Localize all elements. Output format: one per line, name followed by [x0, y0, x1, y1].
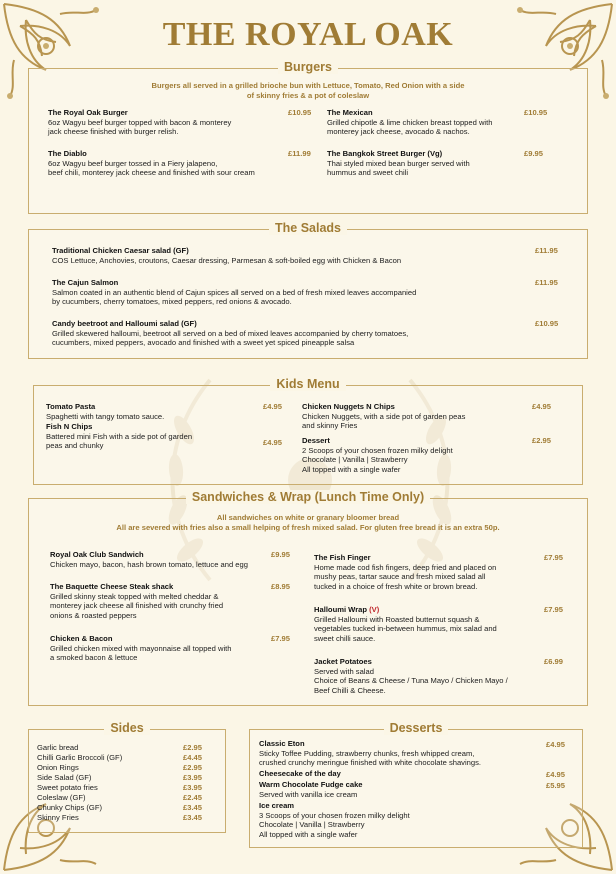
- menu-item-jacket-potatoes: Jacket Potatoes Served with salad Choice of Beans & Cheese / Tuna Mayo / Chicken Mayo / Beef Chilli & Cheese.: [314, 657, 508, 695]
- burgers-subtitle-line2: of skinny fries & a pot of coleslaw: [246, 91, 370, 100]
- price: £2.45: [183, 793, 203, 802]
- price: £11.95: [535, 246, 558, 255]
- list-item: Coleslaw (GF): [37, 793, 86, 802]
- burgers-section: [28, 60, 588, 214]
- price: £3.95: [183, 773, 203, 782]
- menu-item-bangkok-street-burger: The Bangkok Street Burger (Vg) Thai styled mixed bean burger served with hummus and sweet chili: [327, 149, 470, 178]
- menu-item-beetroot-halloumi-salad: Candy beetroot and Halloumi salad (GF) Grilled skewered halloumi, beetroot all served on a bed of mixed leaves accompanied by cherry tomatoes, cucumbers, mixed peppers, avocado and finished with a sweet yet spiced pineapple salsa: [52, 319, 409, 348]
- menu-item-caesar-salad: Traditional Chicken Caesar salad (GF) COS Lettuce, Anchovies, croutons, Caesar dressing, Parmesan & soft-boiled egg with Chicken & Bacon: [52, 246, 402, 265]
- price: £5.95: [546, 781, 566, 790]
- list-item: Chunky Chips (GF): [37, 803, 102, 812]
- price: £4.95: [546, 770, 566, 779]
- price: £9.95: [524, 149, 544, 158]
- kids-menu-heading: Kids Menu: [34, 377, 582, 391]
- list-item: Chilli Garlic Broccoli (GF): [37, 753, 123, 762]
- menu-item-chicken-nuggets: Chicken Nuggets N Chips Chicken Nuggets, with a side pot of garden peas and skinny Fries: [302, 402, 466, 431]
- menu-item-fish-n-chips: Fish N Chips Battered mini Fish with a side pot of garden peas and chunky: [46, 422, 193, 451]
- price: £10.95: [524, 108, 548, 117]
- sides-section: [28, 721, 226, 833]
- list-item: Garlic bread: [37, 743, 79, 752]
- price: £4.95: [532, 402, 552, 411]
- price: £6.99: [544, 657, 564, 666]
- salads-section: [28, 221, 588, 359]
- price: £4.95: [263, 402, 283, 411]
- list-item: Side Salad (GF): [37, 773, 92, 782]
- price: £2.95: [183, 763, 203, 772]
- price: £11.99: [288, 149, 311, 158]
- list-item: Onion Rings: [37, 763, 79, 772]
- price: £10.95: [535, 319, 559, 328]
- price: £11.95: [535, 278, 558, 287]
- price: £7.95: [544, 553, 564, 562]
- price: £4.45: [183, 753, 203, 762]
- menu-item-fish-finger: The Fish Finger Home made cod fish fingers, deep fried and placed on mushy peas, tartar sauce and fresh mixed salad all tucked in a choice of fresh white or brown bread.: [314, 553, 497, 591]
- price: £3.45: [183, 803, 203, 812]
- desserts-heading: Desserts: [250, 721, 582, 735]
- price: £3.95: [183, 783, 203, 792]
- burgers-subtitle-line1: Burgers all served in a grilled brioche bun with Lettuce, Tomato, Red Onion with a side: [151, 81, 465, 90]
- sides-heading: Sides: [29, 721, 225, 735]
- price: £10.95: [288, 108, 312, 117]
- list-item: Skinny Fries: [37, 813, 79, 822]
- price: £4.95: [546, 740, 566, 749]
- menu-item-baguette-cheese-steak: The Baquette Cheese Steak shack Grilled skinny steak topped with melted cheddar & monterey jack cheese all finished with crunchy fried onions & roasted peppers: [50, 582, 224, 620]
- menu-item-classic-eton: Classic Eton Sticky Toffee Pudding, strawberry chunks, fresh whipped cream, crushed crunchy meringue finished with white chocolate shavings.: [259, 739, 482, 768]
- menu-item-royal-oak-burger: The Royal Oak Burger 6oz Wagyu beef burger topped with bacon & monterey jack cheese finished with burger relish.: [48, 108, 232, 137]
- price: £7.95: [271, 634, 291, 643]
- sandwiches-section: [28, 490, 588, 706]
- price: £2.95: [183, 743, 203, 752]
- price: £9.95: [271, 550, 291, 559]
- list-item: Sweet potato fries: [37, 783, 98, 792]
- menu-item-halloumi-wrap: Halloumi Wrap (V) Grilled Halloumi with Roasted butternut squash & vegetables tucked in-between hummus, mix salad and sweet chilli sauce.: [314, 605, 497, 643]
- restaurant-title: THE ROYAL OAK: [162, 16, 454, 53]
- price: £3.45: [183, 813, 203, 822]
- salads-heading: The Salads: [29, 221, 587, 235]
- menu-item-the-mexican: The Mexican Grilled chipotle & lime chicken breast topped with monterey jack cheese, avocado & nachos.: [327, 108, 493, 137]
- menu-item-kids-dessert: Dessert 2 Scoops of your chosen frozen milky delight Chocolate | Vanilla | Strawberry All topped with a single wafer: [302, 436, 453, 474]
- menu-item-tomato-pasta: Tomato Pasta Spaghetti with tangy tomato sauce.: [46, 402, 165, 421]
- sandwiches-subtitle-line2: All are severed with fries also a small helping of fresh mixed salad. For gluten free bread it is an extra 50p.: [116, 523, 500, 532]
- sandwiches-subtitle-line1: All sandwiches on white or granary bloomer bread: [216, 513, 400, 522]
- price: £4.95: [263, 438, 283, 447]
- vegetarian-badge: (V): [369, 605, 380, 614]
- menu-item-club-sandwich: Royal Oak Club Sandwich Chicken mayo, bacon, hash brown tomato, lettuce and egg: [50, 550, 248, 569]
- menu-item-ice-cream: Ice cream 3 Scoops of your chosen frozen milky delight Chocolate | Vanilla | Strawberry All topped with a single wafer: [259, 801, 410, 839]
- price: £7.95: [544, 605, 564, 614]
- price: £8.95: [271, 582, 291, 591]
- menu-item-cajun-salmon: The Cajun Salmon Salmon coated in an authentic blend of Cajun spices all served on a bed of fresh mixed leaves accompanied by cucumbers, cherry tomatoes, mixed peppers, red onions & avocado.: [52, 278, 417, 307]
- desserts-section: [249, 721, 583, 848]
- menu-item-chocolate-fudge-cake: Warm Chocolate Fudge cake Served with vanilla ice cream: [259, 780, 363, 799]
- sandwiches-heading: Sandwiches & Wrap (Lunch Time Only): [29, 490, 587, 504]
- menu-item-the-diablo: The Diablo 6oz Wagyu beef burger tossed in a Fiery jalapeno, beef chili, monterey jack cheese and finished with sour cream: [48, 149, 255, 178]
- price: £2.95: [532, 436, 552, 445]
- menu-item-chicken-bacon: Chicken & Bacon Grilled chicken mixed with mayonnaise all topped with a smoked bacon & lettuce: [50, 634, 232, 663]
- menu-item-cheesecake: Cheesecake of the day: [259, 769, 341, 778]
- kids-menu-section: [33, 377, 583, 485]
- burgers-heading: Burgers: [29, 60, 587, 74]
